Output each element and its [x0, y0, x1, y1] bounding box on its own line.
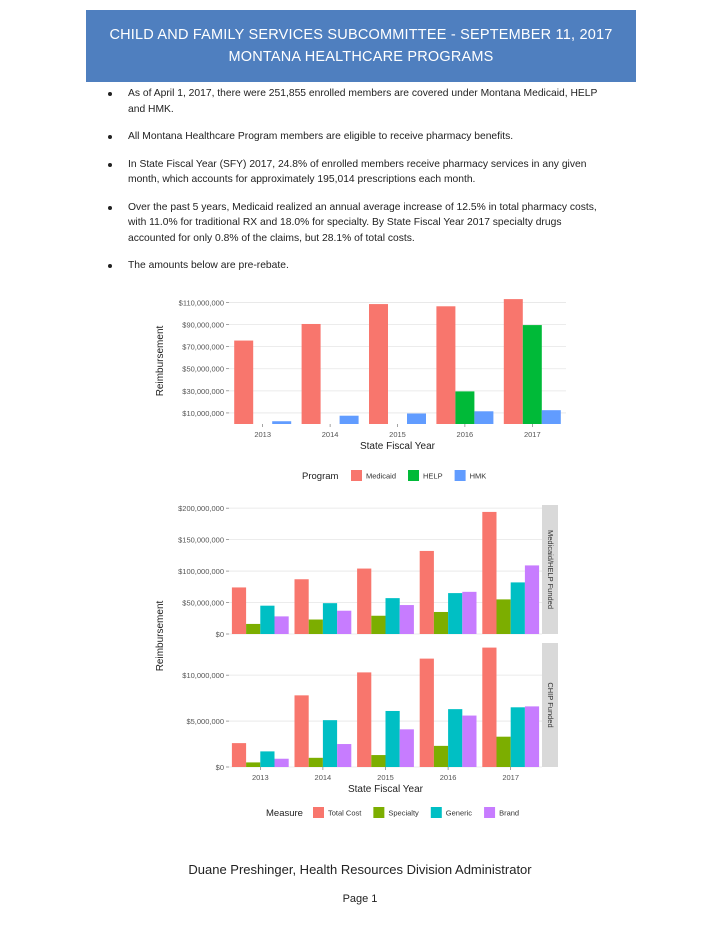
legend-label: Brand: [499, 808, 520, 818]
bar-medicaid: [234, 341, 253, 424]
bullet-item: All Montana Healthcare Program members are eligible to receive pharmacy benefits.: [108, 129, 608, 145]
bar-brand: [275, 616, 289, 634]
bar-brand: [525, 706, 539, 767]
legend-label: Medicaid: [366, 471, 397, 481]
x-axis-title: State Fiscal Year: [359, 441, 436, 452]
bar-generic: [448, 709, 462, 767]
bar-brand: [462, 716, 476, 767]
bar-specialty: [309, 758, 323, 767]
bar-generic: [386, 711, 400, 767]
bar-generic: [511, 707, 525, 767]
bar-specialty: [434, 746, 448, 767]
x-tick-label: 2014: [314, 773, 332, 782]
bar-hmk: [272, 421, 291, 424]
legend-key: [313, 807, 324, 818]
bar-total-cost: [295, 695, 309, 767]
bar-generic: [323, 720, 337, 767]
y-tick-label: $10,000,000: [182, 671, 224, 681]
y-tick-label: $110,000,000: [178, 298, 224, 308]
bar-generic: [260, 751, 274, 767]
header-banner: [86, 10, 636, 82]
bar-total-cost: [357, 672, 371, 767]
header-subtitle: MONTANA HEALTHCARE PROGRAMS: [228, 49, 494, 65]
bullet-item: The amounts below are pre-rebate.: [108, 258, 608, 274]
bar-brand: [400, 729, 414, 767]
bar-specialty: [434, 612, 448, 634]
bar-specialty: [309, 620, 323, 634]
y-tick-label: $70,000,000: [182, 342, 224, 352]
legend-label: Specialty: [388, 808, 419, 818]
y-tick-label: $0: [215, 763, 224, 772]
footer-author: Duane Preshinger, Health Resources Division Administrator: [188, 862, 532, 877]
bar-total-cost: [295, 579, 309, 634]
y-axis-title: Reimbursement: [155, 325, 166, 397]
y-tick-label: $90,000,000: [182, 320, 224, 330]
bar-total-cost: [420, 659, 434, 767]
bar-total-cost: [357, 569, 371, 634]
bar-specialty: [497, 599, 511, 634]
legend-title: Measure: [266, 808, 303, 819]
bar-total-cost: [420, 551, 434, 634]
facet-strip-label: CHIP Funded: [546, 682, 556, 728]
bar-total-cost: [232, 587, 246, 634]
bullet-item: In State Fiscal Year (SFY) 2017, 24.8% of enrolled members receive pharmacy services in any given month, which accounts for approximately 195,014 prescriptions each month.: [108, 157, 608, 188]
y-tick-label: $0: [215, 630, 224, 639]
bar-specialty: [246, 762, 260, 767]
bar-specialty: [371, 616, 385, 634]
x-tick-label: 2017: [523, 430, 541, 439]
legend-key: [455, 470, 466, 481]
x-tick-label: 2016: [439, 773, 457, 782]
bar-brand: [400, 605, 414, 634]
bar-brand: [337, 744, 351, 767]
bar-generic: [323, 603, 337, 634]
y-tick-label: $50,000,000: [182, 598, 224, 608]
legend-label: Generic: [445, 808, 473, 818]
y-tick-label: $100,000,000: [178, 567, 224, 577]
y-tick-label: $10,000,000: [182, 408, 224, 418]
bar-help: [455, 391, 474, 424]
x-axis-title: State Fiscal Year: [347, 784, 424, 795]
bullet-item: As of April 1, 2017, there were 251,855 enrolled members are covered under Montana Medicaid, HELP and HMK.: [108, 86, 608, 117]
bar-brand: [337, 611, 351, 634]
page-number: Page 1: [342, 893, 378, 905]
bar-hmk: [407, 414, 426, 425]
bar-hmk: [340, 416, 359, 424]
bar-medicaid: [436, 306, 455, 424]
bar-medicaid: [504, 299, 523, 424]
y-tick-label: $150,000,000: [178, 535, 224, 545]
bar-brand: [275, 759, 289, 767]
bar-hmk: [542, 410, 561, 424]
legend-key: [408, 470, 419, 481]
x-tick-label: 2014: [321, 430, 339, 439]
legend-label: HMK: [469, 471, 487, 481]
bar-brand: [525, 565, 539, 634]
y-tick-label: $30,000,000: [182, 386, 224, 396]
y-tick-label: $200,000,000: [178, 504, 224, 514]
y-axis-title: Reimbursement: [155, 600, 166, 672]
bar-specialty: [497, 737, 511, 767]
legend-label: Total Cost: [328, 808, 362, 818]
x-tick-label: 2013: [251, 773, 269, 782]
legend-key: [351, 470, 362, 481]
bar-brand: [462, 592, 476, 634]
legend-key: [431, 807, 442, 818]
legend-key: [484, 807, 495, 818]
bullet-item: Over the past 5 years, Medicaid realized an annual average increase of 12.5% in total pharmacy costs, with 11.0% for traditional RX and 18.0% for specialty. By State Fiscal Year 2017 specialty drugs accounted for only 0.8% of the claims, but 28.1% of total costs.: [108, 200, 608, 247]
bar-generic: [448, 593, 462, 634]
bar-total-cost: [482, 512, 496, 634]
facet-strip-label: Medicaid/HELP Funded: [546, 529, 556, 610]
header-title: CHILD AND FAMILY SERVICES SUBCOMMITTEE - SEPTEMBER 11, 2017: [109, 27, 613, 43]
x-tick-label: 2015: [377, 773, 394, 782]
x-tick-label: 2015: [389, 430, 406, 439]
measure-reimbursement-chart: [0, 495, 720, 825]
legend-key: [373, 807, 384, 818]
bar-total-cost: [482, 648, 496, 767]
bar-specialty: [246, 624, 260, 634]
bar-medicaid: [302, 324, 321, 424]
legend-label: HELP: [423, 471, 443, 481]
bar-generic: [386, 598, 400, 634]
bullet-list: [108, 86, 608, 286]
bar-total-cost: [232, 743, 246, 767]
bar-generic: [260, 606, 274, 634]
bar-generic: [511, 582, 525, 634]
legend-title: Program: [302, 471, 339, 482]
x-tick-label: 2016: [456, 430, 474, 439]
bar-medicaid: [369, 304, 388, 424]
bar-specialty: [371, 755, 385, 767]
program-reimbursement-chart: [0, 290, 720, 490]
y-tick-label: $5,000,000: [186, 717, 224, 727]
bar-hmk: [474, 411, 493, 424]
bar-help: [523, 325, 542, 424]
x-tick-label: 2013: [254, 430, 272, 439]
y-tick-label: $50,000,000: [182, 364, 224, 374]
x-tick-label: 2017: [502, 773, 520, 782]
